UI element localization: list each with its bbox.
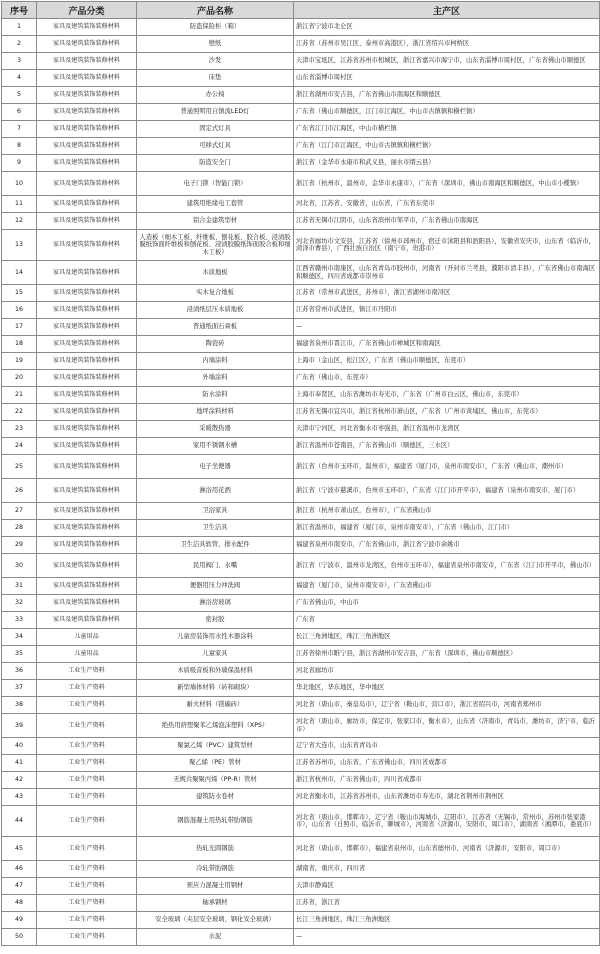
row-number: 21 xyxy=(2,387,37,404)
row-main-region: 广东省（佛山市顺德区，江门市江海区，中山市古镇镇和横栏镇） xyxy=(294,104,600,121)
row-category: 儿童用品 xyxy=(37,629,137,646)
table-row xyxy=(2,121,600,138)
table-row xyxy=(2,578,600,595)
row-product-name: 水泥 xyxy=(137,929,294,946)
row-product-name: 铝合金建筑型材 xyxy=(137,213,294,230)
row-main-region: 江苏省（常州市武进区，苏州市），浙江省湖州市南浔区 xyxy=(294,285,600,302)
row-number: 32 xyxy=(2,595,37,612)
row-number: 35 xyxy=(2,646,37,663)
table-row xyxy=(2,438,600,455)
row-main-region: 辽宁省大连市，山东省青岛市 xyxy=(294,738,600,755)
table-row xyxy=(2,196,600,213)
row-product-name: 卫浴家具 xyxy=(137,503,294,520)
table-row xyxy=(2,554,600,578)
row-main-region: 江苏省无锡市宜兴市，浙江省杭州市萧山区，广东省（广州市黄埔区，佛山市，东莞市） xyxy=(294,404,600,421)
table-row xyxy=(2,503,600,520)
table-row xyxy=(2,36,600,53)
row-main-region: 江苏省常州市武进区，镇江市丹阳市 xyxy=(294,302,600,319)
row-category: 工业生产资料 xyxy=(37,861,137,878)
row-category: 工业生产资料 xyxy=(37,772,137,789)
row-category: 家具及建筑装饰装修材料 xyxy=(37,302,137,319)
row-main-region: 浙江省（宁波市，温州市龙湾区，台州市玉环市），福建省泉州市南安市，广东省（江门市开平市，佛山市） xyxy=(294,554,600,578)
row-main-region: 河北省，江苏省，安徽省，山东省，广东省东莞市 xyxy=(294,196,600,213)
row-main-region: 江西省赣州市南康区，山东省青岛市胶州市，河南省（开封市兰考县，濮阳市清丰县），广东省佛山市南海区和顺德区，四川省成都市崇州市 xyxy=(294,261,600,285)
row-number: 10 xyxy=(2,172,37,196)
row-product-name: 耐火材料（镁碳砖） xyxy=(137,697,294,714)
row-product-name: 建筑用绝缘电工套管 xyxy=(137,196,294,213)
row-category: 家具及建筑装饰装修材料 xyxy=(37,336,137,353)
row-category: 工业生产资料 xyxy=(37,806,137,837)
table-row xyxy=(2,387,600,404)
table-row xyxy=(2,155,600,172)
table-row xyxy=(2,138,600,155)
row-number: 29 xyxy=(2,537,37,554)
row-category: 家具及建筑装饰装修材料 xyxy=(37,36,137,53)
table-row xyxy=(2,261,600,285)
row-product-name: 冷轧带肋钢筋 xyxy=(137,861,294,878)
row-main-region: 天津市宁河区，河北省衡水市枣强县，浙江省温州市龙湾区 xyxy=(294,421,600,438)
table-header-row xyxy=(2,2,600,19)
row-product-name: 电子坐便器 xyxy=(137,455,294,479)
row-category: 家具及建筑装饰装修材料 xyxy=(37,479,137,503)
row-product-name: 人造板（细木工板、纤维板、刨花板、胶合板、浸渍胶膜纸饰面纤维板和刨花板、浸渍胶膜纸饰面胶合板和细木工板） xyxy=(137,230,294,261)
row-number: 47 xyxy=(2,878,37,895)
row-main-region: 华北地区，华东地区，华中地区 xyxy=(294,680,600,697)
row-category: 家具及建筑装饰装修材料 xyxy=(37,554,137,578)
table-row xyxy=(2,789,600,806)
row-main-region: — xyxy=(294,319,600,336)
row-number: 39 xyxy=(2,714,37,738)
row-category: 工业生产资料 xyxy=(37,697,137,714)
row-product-name: 钢筋混凝土用热轧带肋钢筋 xyxy=(137,806,294,837)
row-number: 2 xyxy=(2,36,37,53)
row-number: 50 xyxy=(2,929,37,946)
row-category: 家具及建筑装饰装修材料 xyxy=(37,404,137,421)
row-product-name: 淋浴用花洒 xyxy=(137,479,294,503)
row-number: 11 xyxy=(2,196,37,213)
row-category: 家具及建筑装饰装修材料 xyxy=(37,319,137,336)
row-product-name: 新型墙体材料（砖和砌块） xyxy=(137,680,294,697)
row-number: 36 xyxy=(2,663,37,680)
row-number: 3 xyxy=(2,53,37,70)
row-main-region: — xyxy=(294,929,600,946)
row-number: 9 xyxy=(2,155,37,172)
row-main-region: 广东省（佛山市，东莞市） xyxy=(294,370,600,387)
row-number: 8 xyxy=(2,138,37,155)
row-product-name: 家用不锈钢水槽 xyxy=(137,438,294,455)
row-number: 31 xyxy=(2,578,37,595)
row-category: 家具及建筑装饰装修材料 xyxy=(37,353,137,370)
row-product-name: 实木复合地板 xyxy=(137,285,294,302)
row-main-region: 江苏省无锡市江阴市，山东省滨州市邹平市，广东省佛山市南海区 xyxy=(294,213,600,230)
row-category: 家具及建筑装饰装修材料 xyxy=(37,455,137,479)
row-main-region: 浙江省（杭州市萧山区，台州市），广东省佛山市 xyxy=(294,503,600,520)
row-product-name: 密封胶 xyxy=(137,612,294,629)
row-product-name: 内墙涂料 xyxy=(137,353,294,370)
row-main-region: 河北省（唐山市，邯郸市），辽宁省（鞍山市海城市，辽阳市），江苏省（无锡市，常州市，苏州市张家港市），山东省（日照市，临沂市，聊城市），河南省（济源市，安阳市，周口市），湖南省（湘潭市，娄底市） xyxy=(294,806,600,837)
row-category: 工业生产资料 xyxy=(37,878,137,895)
row-main-region: 河北省（唐山市，邯郸市），福建省泉州市，山东省德州市，河南省（济源市，安阳市，周口市） xyxy=(294,837,600,861)
row-number: 34 xyxy=(2,629,37,646)
row-category: 家具及建筑装饰装修材料 xyxy=(37,503,137,520)
row-category: 家具及建筑装饰装修材料 xyxy=(37,196,137,213)
row-number: 49 xyxy=(2,912,37,929)
table-row xyxy=(2,421,600,438)
row-number: 38 xyxy=(2,697,37,714)
row-main-region: 山东省淄博市周村区 xyxy=(294,70,600,87)
row-product-name: 采暖散热器 xyxy=(137,421,294,438)
row-number: 18 xyxy=(2,336,37,353)
row-main-region: 浙江省杭州市，广东省佛山市，四川省成都市 xyxy=(294,772,600,789)
row-number: 13 xyxy=(2,230,37,261)
row-product-name: 普通纸面石膏板 xyxy=(137,319,294,336)
row-number: 7 xyxy=(2,121,37,138)
row-main-region: 浙江省湖州市安吉县，广东省佛山市南海区和顺德区 xyxy=(294,87,600,104)
row-product-name: 儿童家具 xyxy=(137,646,294,663)
row-product-name: 无规共聚聚丙烯（PP-R）管材 xyxy=(137,772,294,789)
row-category: 工业生产资料 xyxy=(37,929,137,946)
row-product-name: 预应力混凝土用钢材 xyxy=(137,878,294,895)
row-main-region: 浙江省（宁波市慈溪市，台州市玉环市），广东省（江门市开平市），福建省（泉州市南安市，厦门市） xyxy=(294,479,600,503)
table-row xyxy=(2,336,600,353)
row-category: 家具及建筑装饰装修材料 xyxy=(37,155,137,172)
row-main-region: 浙江省宁波市北仑区 xyxy=(294,19,600,36)
row-product-name: 卫生洁具软管、排水配件 xyxy=(137,537,294,554)
table-row xyxy=(2,104,600,121)
row-main-region: 广东省（江门市江海区，中山市古镇镇和横栏镇） xyxy=(294,138,600,155)
row-category: 家具及建筑装饰装修材料 xyxy=(37,421,137,438)
row-number: 41 xyxy=(2,755,37,772)
row-main-region: 浙江省（金华市永康市和武义县，丽水市缙云县） xyxy=(294,155,600,172)
row-number: 40 xyxy=(2,738,37,755)
row-category: 家具及建筑装饰装修材料 xyxy=(37,595,137,612)
table-row xyxy=(2,861,600,878)
row-category: 家具及建筑装饰装修材料 xyxy=(37,230,137,261)
row-main-region: 上海市奉贤区，山东省潍坊市寿光市，广东省（广州市白云区，佛山市，东莞市） xyxy=(294,387,600,404)
row-product-name: 木质地板 xyxy=(137,261,294,285)
row-main-region: 河北省（唐山市，秦皇岛市），辽宁省（鞍山市，营口市），浙江省绍兴市，河南省郑州市 xyxy=(294,697,600,714)
row-number: 23 xyxy=(2,421,37,438)
row-product-name: 卫生洁具 xyxy=(137,520,294,537)
header-region: 主产区 xyxy=(294,2,600,19)
row-category: 家具及建筑装饰装修材料 xyxy=(37,121,137,138)
row-category: 家具及建筑装饰装修材料 xyxy=(37,612,137,629)
header-no: 序号 xyxy=(2,2,37,19)
row-main-region: 江苏省，浙江省 xyxy=(294,895,600,912)
table-row xyxy=(2,680,600,697)
row-main-region: 浙江省温州市苍南县，广东省佛山市（顺德区，三水区） xyxy=(294,438,600,455)
row-category: 工业生产资料 xyxy=(37,680,137,697)
row-main-region: 天津市静海区 xyxy=(294,878,600,895)
row-main-region: 广东省佛山市，中山市 xyxy=(294,595,600,612)
row-main-region: 浙江省（杭州市，温州市，金华市永康市），广东省（深圳市，佛山市南海区和顺德区，中山市小榄镇） xyxy=(294,172,600,196)
row-number: 25 xyxy=(2,455,37,479)
row-main-region: 湖南省，重庆市，四川省 xyxy=(294,861,600,878)
row-category: 工业生产资料 xyxy=(37,714,137,738)
row-main-region: 河北省（唐山市，廊坊市，保定市，张家口市，衡水市），山东省（济南市，青岛市，潍坊市，济宁市，临沂市） xyxy=(294,714,600,738)
row-product-name: 防盗保险柜（箱） xyxy=(137,19,294,36)
row-category: 家具及建筑装饰装修材料 xyxy=(37,387,137,404)
row-category: 家具及建筑装饰装修材料 xyxy=(37,520,137,537)
table-row xyxy=(2,837,600,861)
row-product-name: 电子门锁（智能门锁） xyxy=(137,172,294,196)
row-product-name: 床垫 xyxy=(137,70,294,87)
row-category: 家具及建筑装饰装修材料 xyxy=(37,104,137,121)
row-main-region: 河北省衡水市，江苏省苏州市，山东省潍坊市寿光市，湖北省荆州市荆州区 xyxy=(294,789,600,806)
row-number: 4 xyxy=(2,70,37,87)
row-category: 家具及建筑装饰装修材料 xyxy=(37,578,137,595)
row-product-name: 可移式灯具 xyxy=(137,138,294,155)
row-number: 33 xyxy=(2,612,37,629)
row-number: 42 xyxy=(2,772,37,789)
row-product-name: 壁纸 xyxy=(137,36,294,53)
row-category: 工业生产资料 xyxy=(37,912,137,929)
row-number: 20 xyxy=(2,370,37,387)
row-main-region: 江苏省（苏州市吴江区、泰州市高港区），浙江省绍兴市柯桥区 xyxy=(294,36,600,53)
row-category: 家具及建筑装饰装修材料 xyxy=(37,70,137,87)
row-number: 44 xyxy=(2,806,37,837)
table-row xyxy=(2,230,600,261)
table-row xyxy=(2,479,600,503)
table-row xyxy=(2,738,600,755)
table-row xyxy=(2,646,600,663)
table-row xyxy=(2,213,600,230)
row-number: 1 xyxy=(2,19,37,36)
row-number: 48 xyxy=(2,895,37,912)
header-category: 产品分类 xyxy=(37,2,137,19)
row-product-name: 轴承钢材 xyxy=(137,895,294,912)
row-product-name: 儿童房装饰用水性木器涂料 xyxy=(137,629,294,646)
table-row xyxy=(2,370,600,387)
table-row xyxy=(2,353,600,370)
table-row xyxy=(2,319,600,336)
row-product-name: 办公椅 xyxy=(137,87,294,104)
table-body xyxy=(2,19,600,946)
row-number: 5 xyxy=(2,87,37,104)
table-row xyxy=(2,19,600,36)
row-number: 12 xyxy=(2,213,37,230)
row-main-region: 福建省泉州市南安市，广东省佛山市，浙江省宁波市余姚市 xyxy=(294,537,600,554)
row-product-name: 便器用压力冲洗阀 xyxy=(137,578,294,595)
row-number: 37 xyxy=(2,680,37,697)
row-main-region: 上海市（金山区，松江区），广东省（佛山市顺德区，东莞市） xyxy=(294,353,600,370)
row-product-name: 建筑防水卷材 xyxy=(137,789,294,806)
row-number: 6 xyxy=(2,104,37,121)
row-category: 家具及建筑装饰装修材料 xyxy=(37,138,137,155)
row-product-name: 外墙涂料 xyxy=(137,370,294,387)
row-main-region: 河北省廊坊市文安县，江苏省（徐州市邳州市，宿迁市沭阳县和泗阳县），安徽省安庆市，山东省（临沂市，菏泽市曹县），广西壮族自治区（南宁市，贵港市） xyxy=(294,230,600,261)
row-main-region: 福建省泉州市晋江市，广东省佛山市禅城区和南海区 xyxy=(294,336,600,353)
row-main-region: 浙江省温州市，福建省（厦门市，泉州市南安市），广东省（佛山市，江门市） xyxy=(294,520,600,537)
table-row xyxy=(2,455,600,479)
table-row xyxy=(2,806,600,837)
row-number: 46 xyxy=(2,861,37,878)
row-category: 家具及建筑装饰装修材料 xyxy=(37,172,137,196)
table-row xyxy=(2,537,600,554)
row-main-region: 天津市宝坻区，江苏省苏州市相城区，浙江省嘉兴市海宁市，山东省淄博市周村区，广东省佛山市顺德区 xyxy=(294,53,600,70)
row-product-name: 聚氯乙烯（PVC）建筑型材 xyxy=(137,738,294,755)
row-product-name: 民用阀门、水嘴 xyxy=(137,554,294,578)
row-number: 45 xyxy=(2,837,37,861)
table-row xyxy=(2,697,600,714)
row-category: 儿童用品 xyxy=(37,646,137,663)
row-category: 工业生产资料 xyxy=(37,663,137,680)
row-category: 工业生产资料 xyxy=(37,895,137,912)
row-number: 16 xyxy=(2,302,37,319)
table-row xyxy=(2,912,600,929)
table-row xyxy=(2,70,600,87)
row-product-name: 淋浴房玻璃 xyxy=(137,595,294,612)
row-product-name: 绝热用挤塑聚苯乙烯泡沫塑料（XPS） xyxy=(137,714,294,738)
row-number: 28 xyxy=(2,520,37,537)
row-number: 19 xyxy=(2,353,37,370)
row-main-region: 江苏省苏州市，山东省，广东省佛山市，四川省成都市 xyxy=(294,755,600,772)
header-product-name: 产品名称 xyxy=(137,2,294,19)
row-category: 工业生产资料 xyxy=(37,789,137,806)
row-category: 工业生产资料 xyxy=(37,738,137,755)
row-category: 工业生产资料 xyxy=(37,837,137,861)
row-category: 家具及建筑装饰装修材料 xyxy=(37,537,137,554)
row-product-name: 陶瓷砖 xyxy=(137,336,294,353)
table-row xyxy=(2,595,600,612)
row-main-region: 江苏省徐州市睢宁县，浙江省湖州市安吉县，广东省（深圳市，佛山市顺德区） xyxy=(294,646,600,663)
row-number: 22 xyxy=(2,404,37,421)
row-main-region: 河北省廊坊市 xyxy=(294,663,600,680)
row-category: 家具及建筑装饰装修材料 xyxy=(37,261,137,285)
table-row xyxy=(2,612,600,629)
row-number: 24 xyxy=(2,438,37,455)
row-category: 家具及建筑装饰装修材料 xyxy=(37,53,137,70)
row-product-name: 沙发 xyxy=(137,53,294,70)
row-product-name: 热轧光圆钢筋 xyxy=(137,837,294,861)
row-product-name: 木质吸音板和外墙保温材料 xyxy=(137,663,294,680)
row-number: 27 xyxy=(2,503,37,520)
row-product-name: 固定式灯具 xyxy=(137,121,294,138)
table-row xyxy=(2,87,600,104)
row-category: 家具及建筑装饰装修材料 xyxy=(37,370,137,387)
row-main-region: 广东省江门市江海区，中山市横栏镇 xyxy=(294,121,600,138)
product-region-table xyxy=(1,1,600,946)
table-row xyxy=(2,714,600,738)
row-product-name: 聚乙烯（PE）管材 xyxy=(137,755,294,772)
row-product-name: 防盗安全门 xyxy=(137,155,294,172)
row-product-name: 浸渍纸层压木质地板 xyxy=(137,302,294,319)
row-number: 26 xyxy=(2,479,37,503)
row-number: 43 xyxy=(2,789,37,806)
row-category: 家具及建筑装饰装修材料 xyxy=(37,87,137,104)
row-product-name: 普通照明用自镇流LED灯 xyxy=(137,104,294,121)
table-row xyxy=(2,663,600,680)
table-row xyxy=(2,629,600,646)
row-category: 家具及建筑装饰装修材料 xyxy=(37,213,137,230)
row-category: 家具及建筑装饰装修材料 xyxy=(37,19,137,36)
table-row xyxy=(2,755,600,772)
row-main-region: 长江三角洲地区，珠江三角洲地区 xyxy=(294,912,600,929)
row-product-name: 防水涂料 xyxy=(137,387,294,404)
row-number: 30 xyxy=(2,554,37,578)
row-category: 家具及建筑装饰装修材料 xyxy=(37,285,137,302)
row-main-region: 浙江省（台州市玉环市，温州市），福建省（厦门市，泉州市南安市），广东省（佛山市，潮州市） xyxy=(294,455,600,479)
row-number: 17 xyxy=(2,319,37,336)
table-row xyxy=(2,172,600,196)
row-product-name: 安全玻璃（夹层安全玻璃、钢化安全玻璃） xyxy=(137,912,294,929)
row-main-region: 长江三角洲地区，珠江三角洲地区 xyxy=(294,629,600,646)
table-row xyxy=(2,929,600,946)
row-number: 14 xyxy=(2,261,37,285)
table-row xyxy=(2,53,600,70)
row-number: 15 xyxy=(2,285,37,302)
table-row xyxy=(2,404,600,421)
table-row xyxy=(2,895,600,912)
row-main-region: 广东省 xyxy=(294,612,600,629)
row-product-name: 地坪涂料材料 xyxy=(137,404,294,421)
table-row xyxy=(2,302,600,319)
table-row xyxy=(2,878,600,895)
table-row xyxy=(2,520,600,537)
row-main-region: 福建省（厦门市，泉州市南安市），广东省佛山市 xyxy=(294,578,600,595)
row-category: 家具及建筑装饰装修材料 xyxy=(37,438,137,455)
table-row xyxy=(2,285,600,302)
table-row xyxy=(2,772,600,789)
row-category: 工业生产资料 xyxy=(37,755,137,772)
